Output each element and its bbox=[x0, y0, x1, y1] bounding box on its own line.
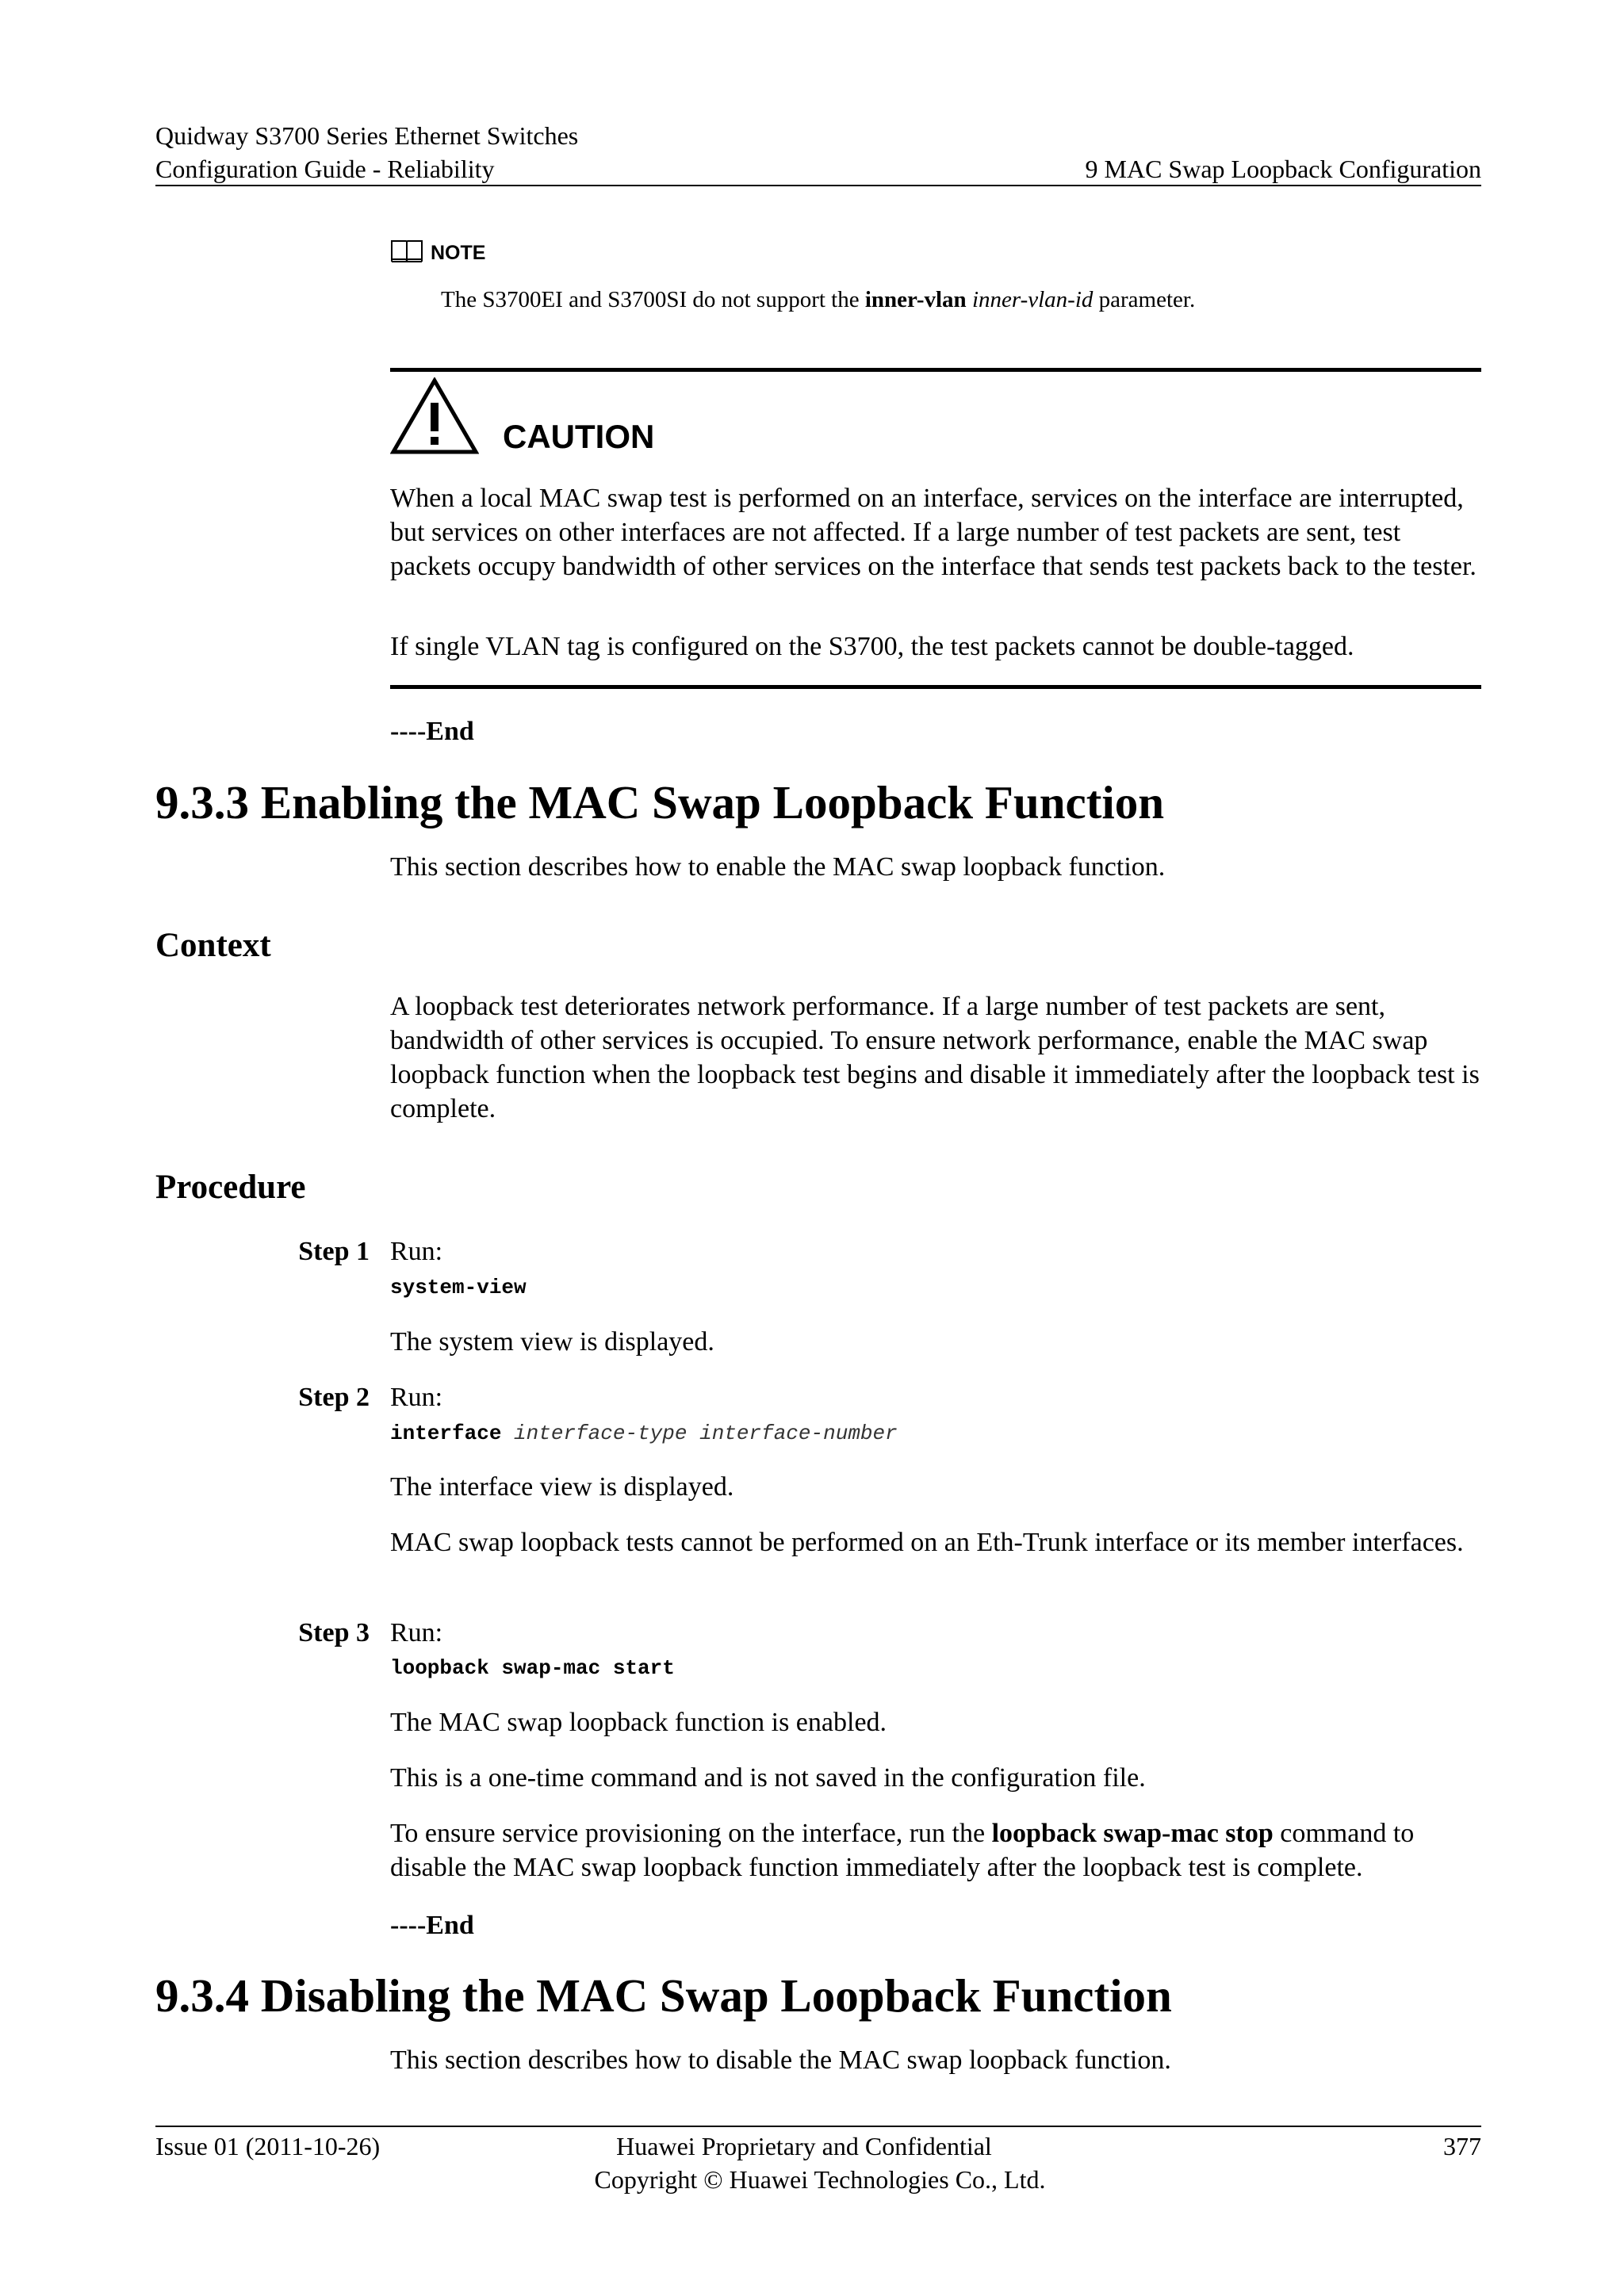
note-book-icon bbox=[390, 238, 423, 267]
note-text-italic: inner-vlan-id bbox=[971, 287, 1094, 312]
step-1-label: Step 1 bbox=[298, 1237, 370, 1266]
footer-rule bbox=[155, 2126, 1481, 2127]
header-rule bbox=[155, 185, 1481, 186]
step-3-label: Step 3 bbox=[298, 1618, 370, 1647]
caution-paragraph-2: If single VLAN tag is configured on the S3700, the test packets cannot be double-tagged. bbox=[390, 632, 1354, 661]
context-text: A loopback test deteriorates network performance. If a large number of test packets are sent, bandwidth of other services is occupied. To ensure network performance, enable the MAC swap loopback function when the loopback test begins and disable it immediately after the loopback test is complete. bbox=[390, 992, 1480, 1123]
note-text-2: parameter. bbox=[1093, 287, 1196, 312]
step-2-run: Run: bbox=[390, 1383, 443, 1412]
caution-warning-icon bbox=[390, 377, 479, 459]
caution-top-rule bbox=[390, 368, 1481, 372]
note-text-1: The S3700EI and S3700SI do not support the bbox=[441, 287, 865, 312]
footer-page-number: 377 bbox=[1443, 2132, 1481, 2160]
step-3-description: The MAC swap loopback function is enabled. bbox=[390, 1708, 887, 1737]
footer-issue: Issue 01 (2011-10-26) bbox=[155, 2132, 381, 2160]
header-doc-title: Quidway S3700 Series Ethernet Switches bbox=[155, 121, 579, 150]
section-intro-9-3-3: This section describes how to enable the MAC swap loopback function. bbox=[390, 852, 1166, 882]
step-2-command bbox=[390, 1420, 898, 1447]
procedure-heading: Procedure bbox=[155, 1169, 306, 1206]
step-1-description: The system view is displayed. bbox=[390, 1327, 714, 1357]
note-label: NOTE bbox=[431, 242, 486, 264]
step-3-note-2-command: loopback swap-mac stop bbox=[991, 1819, 1274, 1848]
caution-label: CAUTION bbox=[503, 418, 655, 455]
step-3-note: This is a one-time command and is not saved in the configuration file. bbox=[390, 1763, 1146, 1793]
step-1-command: system-view bbox=[390, 1276, 527, 1299]
step-3-note-2 bbox=[390, 1816, 1481, 1885]
footer-confidential: Huawei Proprietary and Confidential bbox=[616, 2132, 992, 2160]
step-2-label: Step 2 bbox=[298, 1383, 370, 1412]
step-3-note-2-text-1: To ensure service provisioning on the interface, run the bbox=[390, 1819, 992, 1848]
end-marker: ----End bbox=[390, 717, 474, 746]
section-intro-9-3-4: This section describes how to disable the MAC swap loopback function. bbox=[390, 2045, 1171, 2075]
step-2-description: The interface view is displayed. bbox=[390, 1472, 734, 1502]
step-3-run: Run: bbox=[390, 1618, 443, 1647]
caution-paragraph-1: When a local MAC swap test is performed on an interface, services on the interface are interrupted, but services on other interfaces are not affected. If a large number of test packets are sent, test packets occupy bandwidth of other services on the interface that sends test packets back to the tester. bbox=[390, 484, 1477, 581]
header-doc-subtitle: Configuration Guide - Reliability bbox=[155, 155, 495, 183]
step-3-note-2-text-2: command to disable the MAC swap loopback function immediately after the loopback test is complete. bbox=[390, 1819, 1415, 1882]
footer-center bbox=[0, 2130, 1624, 2196]
header-left bbox=[155, 119, 578, 186]
section-heading-9-3-3: 9.3.3 Enabling the MAC Swap Loopback Function bbox=[155, 776, 1165, 828]
note-text bbox=[441, 285, 1195, 314]
step-1-run: Run: bbox=[390, 1237, 443, 1266]
section-heading-9-3-4: 9.3.4 Disabling the MAC Swap Loopback Function bbox=[155, 1969, 1172, 2022]
end-marker-2: ----End bbox=[390, 1911, 474, 1940]
step-3-command: loopback swap-mac start bbox=[390, 1656, 675, 1680]
step-2-command-params: interface-type interface-number bbox=[514, 1422, 898, 1445]
note-text-bold: inner-vlan bbox=[864, 287, 967, 312]
caution-bottom-rule bbox=[390, 685, 1481, 689]
step-2-command-keyword: interface bbox=[390, 1422, 502, 1445]
context-heading: Context bbox=[155, 927, 271, 964]
footer-copyright: Copyright © Huawei Technologies Co., Ltd. bbox=[594, 2165, 1046, 2194]
step-2-note: MAC swap loopback tests cannot be performed on an Eth-Trunk interface or its member interfaces. bbox=[390, 1528, 1464, 1557]
header-chapter-title: 9 MAC Swap Loopback Configuration bbox=[1085, 155, 1481, 183]
